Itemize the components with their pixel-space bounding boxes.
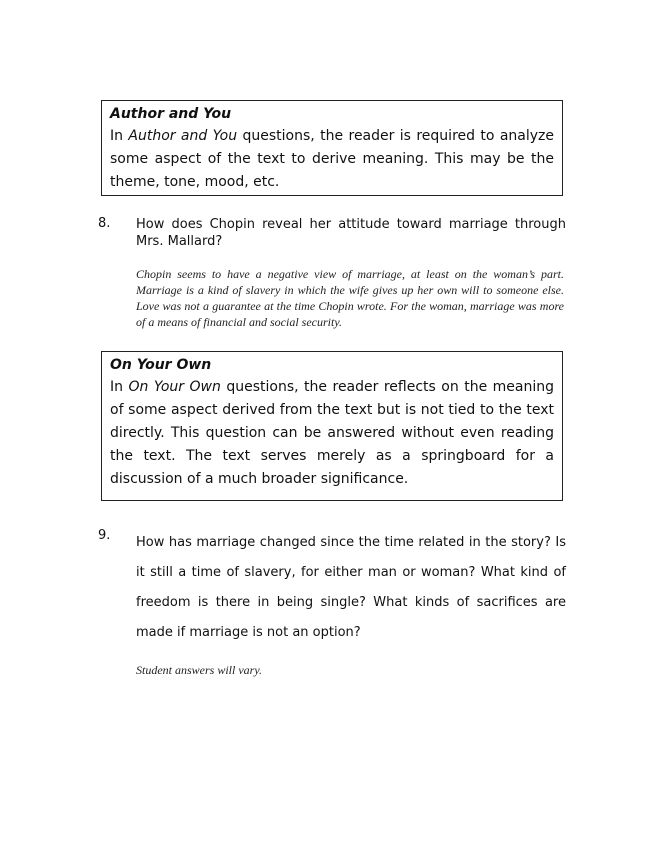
on-your-own-box	[101, 351, 563, 501]
question-9	[98, 528, 568, 640]
question-9-answer: Student answers will vary.	[136, 663, 262, 677]
on-your-own-term: On Your Own	[128, 379, 221, 395]
question-8-number: 8.	[98, 216, 111, 231]
author-and-you-intro: In	[110, 128, 129, 144]
on-your-own-body: questions, the reader reflects on the meaning of some aspect derived from the text but is not tied to the text directly. This question can be answered without even reading the text. The text serves merely as a springboard for a discussion of a much broader significance.	[110, 379, 555, 487]
question-8-answer: Chopin seems to have a negative view of marriage, at least on the woman’s part. Marriage is a kind of slavery in which the wife gives up her own will to someone else. Love was not a guarantee at the time Chopin wrote. For the woman, marriage was more of a means of financial and social security.	[136, 267, 564, 329]
question-8	[98, 216, 568, 256]
on-your-own-title: On Your Own	[110, 357, 212, 373]
author-and-you-term: Author and You	[128, 128, 238, 144]
author-and-you-box	[101, 100, 563, 196]
author-and-you-description	[110, 125, 554, 194]
question-9-number: 9.	[98, 528, 111, 543]
question-8-text: How does Chopin reveal her attitude toward marriage through Mrs. Mallard?	[136, 217, 566, 249]
question-9-text: How has marriage changed since the time related in the story? Is it still a time of slavery, for either man or woman? What kind of freedom is there in being single? What kinds of sacrifices are made if marriage is not an option?	[136, 535, 566, 640]
on-your-own-intro: In	[110, 379, 129, 395]
author-and-you-body: questions, the reader is required to analyze some aspect of the text to derive meaning. This may be the theme, tone, mood, etc.	[110, 128, 555, 190]
author-and-you-title: Author and You	[110, 106, 232, 122]
on-your-own-description	[110, 376, 554, 491]
